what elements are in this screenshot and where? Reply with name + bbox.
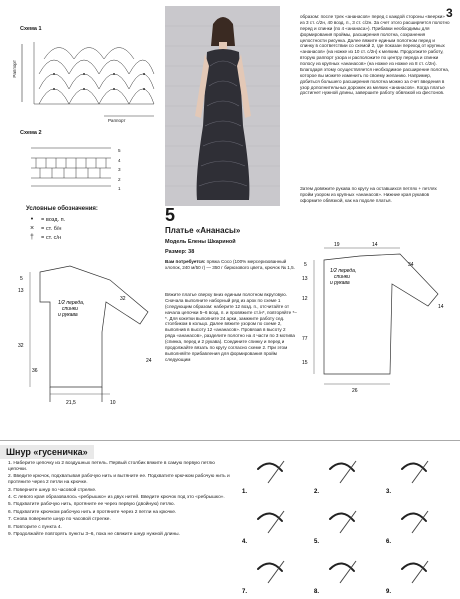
cord-step: 9. Продолжайте повторять пункты 3–6, пока не свяжите шнур нужной длины. [8,532,180,538]
legend-item [26,215,156,224]
cord-title: Шнур «гусеничка» [0,445,94,459]
legend-symbol: × [29,225,35,232]
article-body: Вяжите платье сверху вниз единым полотном вкруговую. Сначала выполните наборный ряд из арок по схеме 1 (следующим образом: наберите 12 возд. п., отсчитайте от начала цепочки 5–6 возд. п. и провяжите ст./н*, повторяйте *–*. Для кокетки выполните 24 арки, замкните работу сед. столбиком в кольцо. Далее вяжите узором по схеме 2, выполнив в высоту 12 «ананасов». Провязав в высоту 2 ряда «ананасов», разделите полотно на 4 части по 3 мотива (спинка, перед и 2 рукава). Соедините спинку и перед и продолжайте вязать по кругу согласно схеме 2. При этом выполняйте прибавления для формирования пройм следующим [165,292,297,362]
pattern-right-dim-t3: 34 [408,262,414,268]
legend-label: = ст. б/н [41,225,62,232]
cord-step-photos [238,447,456,597]
pattern-left-dim-sleeve: 32 [120,296,126,302]
cord-step: 7. Снова поверните шнур по часовой стрелке. [8,517,111,523]
cord-photo-label: 8. [314,589,320,595]
legend-item [26,224,156,233]
pattern-left-dim-side-b: 32 [18,343,24,349]
pattern-right-dim-right: 14 [438,304,444,310]
pattern-left-dim-bottom-c: 36 [32,368,38,374]
cord-step: 6. Подхватите крючком рабочую нить и протяните через 2 петли на крючке. [8,509,177,515]
article-size: Размер: 38 [165,249,195,255]
pattern-left-note-1: 1/2 переда, [58,300,85,306]
cord-step: 1. Наберите цепочку из 2 воздушных петель. Первый столбик вяжите в самую первую петлю цепочки. [8,461,215,472]
cord-step: 3. Поверните шнур по часовой стрелке. [8,487,97,493]
scheme1-repeat-horizontal: Раппорт [108,118,126,123]
legend-symbol: † [30,234,34,241]
pattern-left-dim-right: 24 [146,358,152,364]
legend [26,206,156,242]
scheme1-diagram [14,34,162,126]
pattern-right-note-3: и рукава [330,280,350,286]
pattern-left-dim-side-a: 13 [18,288,24,294]
scheme1-title: Схема 1 [20,26,42,32]
pattern-right-dim-t2: 14 [372,242,378,248]
article-number: 5 [165,205,176,225]
pattern-right-dim-l2: 13 [302,276,308,282]
right-column-para2: Затем довяжите рукава по кругу на оставшихся петлях + петлях пройм узором из крупных «ананасов». Нижние края рукавов оформите обвязкой, как на подоле платья. [300,186,437,203]
cord-photo-label: 9. [386,589,392,595]
pattern-left-dim-bottom-b: 10 [110,400,116,406]
cord-photo-label: 1. [242,489,248,495]
pattern-right [300,240,455,400]
pattern-left [10,262,160,412]
cord-step: 2. Введите крючок, подхватывая рабочую нить и вытяните ее. Подхватите крючком рабочую нить и протяните через 2 петли на крючке. [8,474,230,486]
cord-step: 4. С левого края образовалось «ребрышко» из двух нитей. Введите крючок под это «ребрышко». [8,495,225,500]
legend-label: = ст. с/н [41,234,62,241]
article-materials [165,259,297,271]
legend-symbol: • [30,216,34,223]
pattern-right-dim-l4: 77 [302,336,308,342]
materials-heading: Вам потребуется: [165,259,206,264]
article-title: Платье «Ананасы» [165,226,241,235]
scheme1-repeat-vertical: Раппорт [12,60,17,78]
cord-photo-label: 7. [242,589,248,595]
scheme2-diagram [26,140,116,190]
scheme2-row-numbers: 5 4 3 2 1 [118,148,121,192]
pattern-left-note-3: и рукава [58,312,78,318]
materials-text: пряжа Coco (100% мерсеризованный хлопок, 240 м/50 г) — 350 г бирюзового цвета, крючок № 1,5. [165,259,295,270]
cord-photo-label: 5. [314,539,320,545]
cord-photo-label: 2. [314,489,320,495]
cord-step: 5. Подхватите рабочую нить, протяните ее через первую (двойную) петлю. [8,502,175,508]
cord-step: 8. Повторите с пункта 4. [8,524,62,530]
pattern-left-dim-bottom-a: 21,5 [66,400,76,406]
scheme2-title: Схема 2 [20,130,42,136]
model-photo [165,6,280,206]
cord-photo-label: 6. [386,539,392,545]
legend-label: = возд. п. [41,216,66,223]
pattern-right-note-2: спинки [334,274,350,280]
legend-title: Условные обозначения: [26,206,98,212]
pattern-right-note-1: 1/2 переда, [330,268,357,274]
pattern-left-dim-top: 5 [20,276,23,282]
right-column-para1: образом: после трех «ананасов» перед с каждой стороны «веерки» из 3 ст. с/2н, 40 возд. п., 3 ст. с/2н. За счет этого расширяется полотно перед и спинки (по 4 «ананаса»). Прибавки необходимы для формирования проймы, расширения полотна, сохранения целостности рисунка. Далее вяжите единым полотном перед и спинку в соответствии со схемой 2, где показан переход от крупных «ананасов» (на ножке из 10 ст. с/2н) к мелким. Продолжите работу, вторую раппорт узора и расположите по центру переда и спинки полосу из крупных «ананасов» (на ножке из ножке из 8 ст. с/2н). Благодаря этому осуществляется необходимое расширение полотна, которое вы можете изменить по своему желанию. Например, добиться большего расширения полотна можно за счет введения в узор дополнительных дорожек из мелких «ананасов». Когда платье достигнет нужной длины, завершите работу обвязкой из фестонов. [300,14,450,96]
model-photo-image [165,6,280,206]
pattern-right-dim-l5: 15 [302,360,308,366]
cord-photo-label: 4. [242,539,248,545]
page-number: 3 [446,6,453,20]
legend-item [26,233,156,242]
pattern-left-note-2: спинки [62,306,78,312]
cord-section [0,440,460,599]
pattern-right-dim-t1: 19 [334,242,340,248]
pattern-right-dim-l3: 12 [302,296,308,302]
cord-steps [8,461,230,540]
pattern-right-dim-b1: 26 [352,388,358,394]
article-model: Модель Елены Шкариной [165,239,236,245]
cord-photo-label: 3. [386,489,392,495]
pattern-right-dim-l1: 5 [304,262,307,268]
